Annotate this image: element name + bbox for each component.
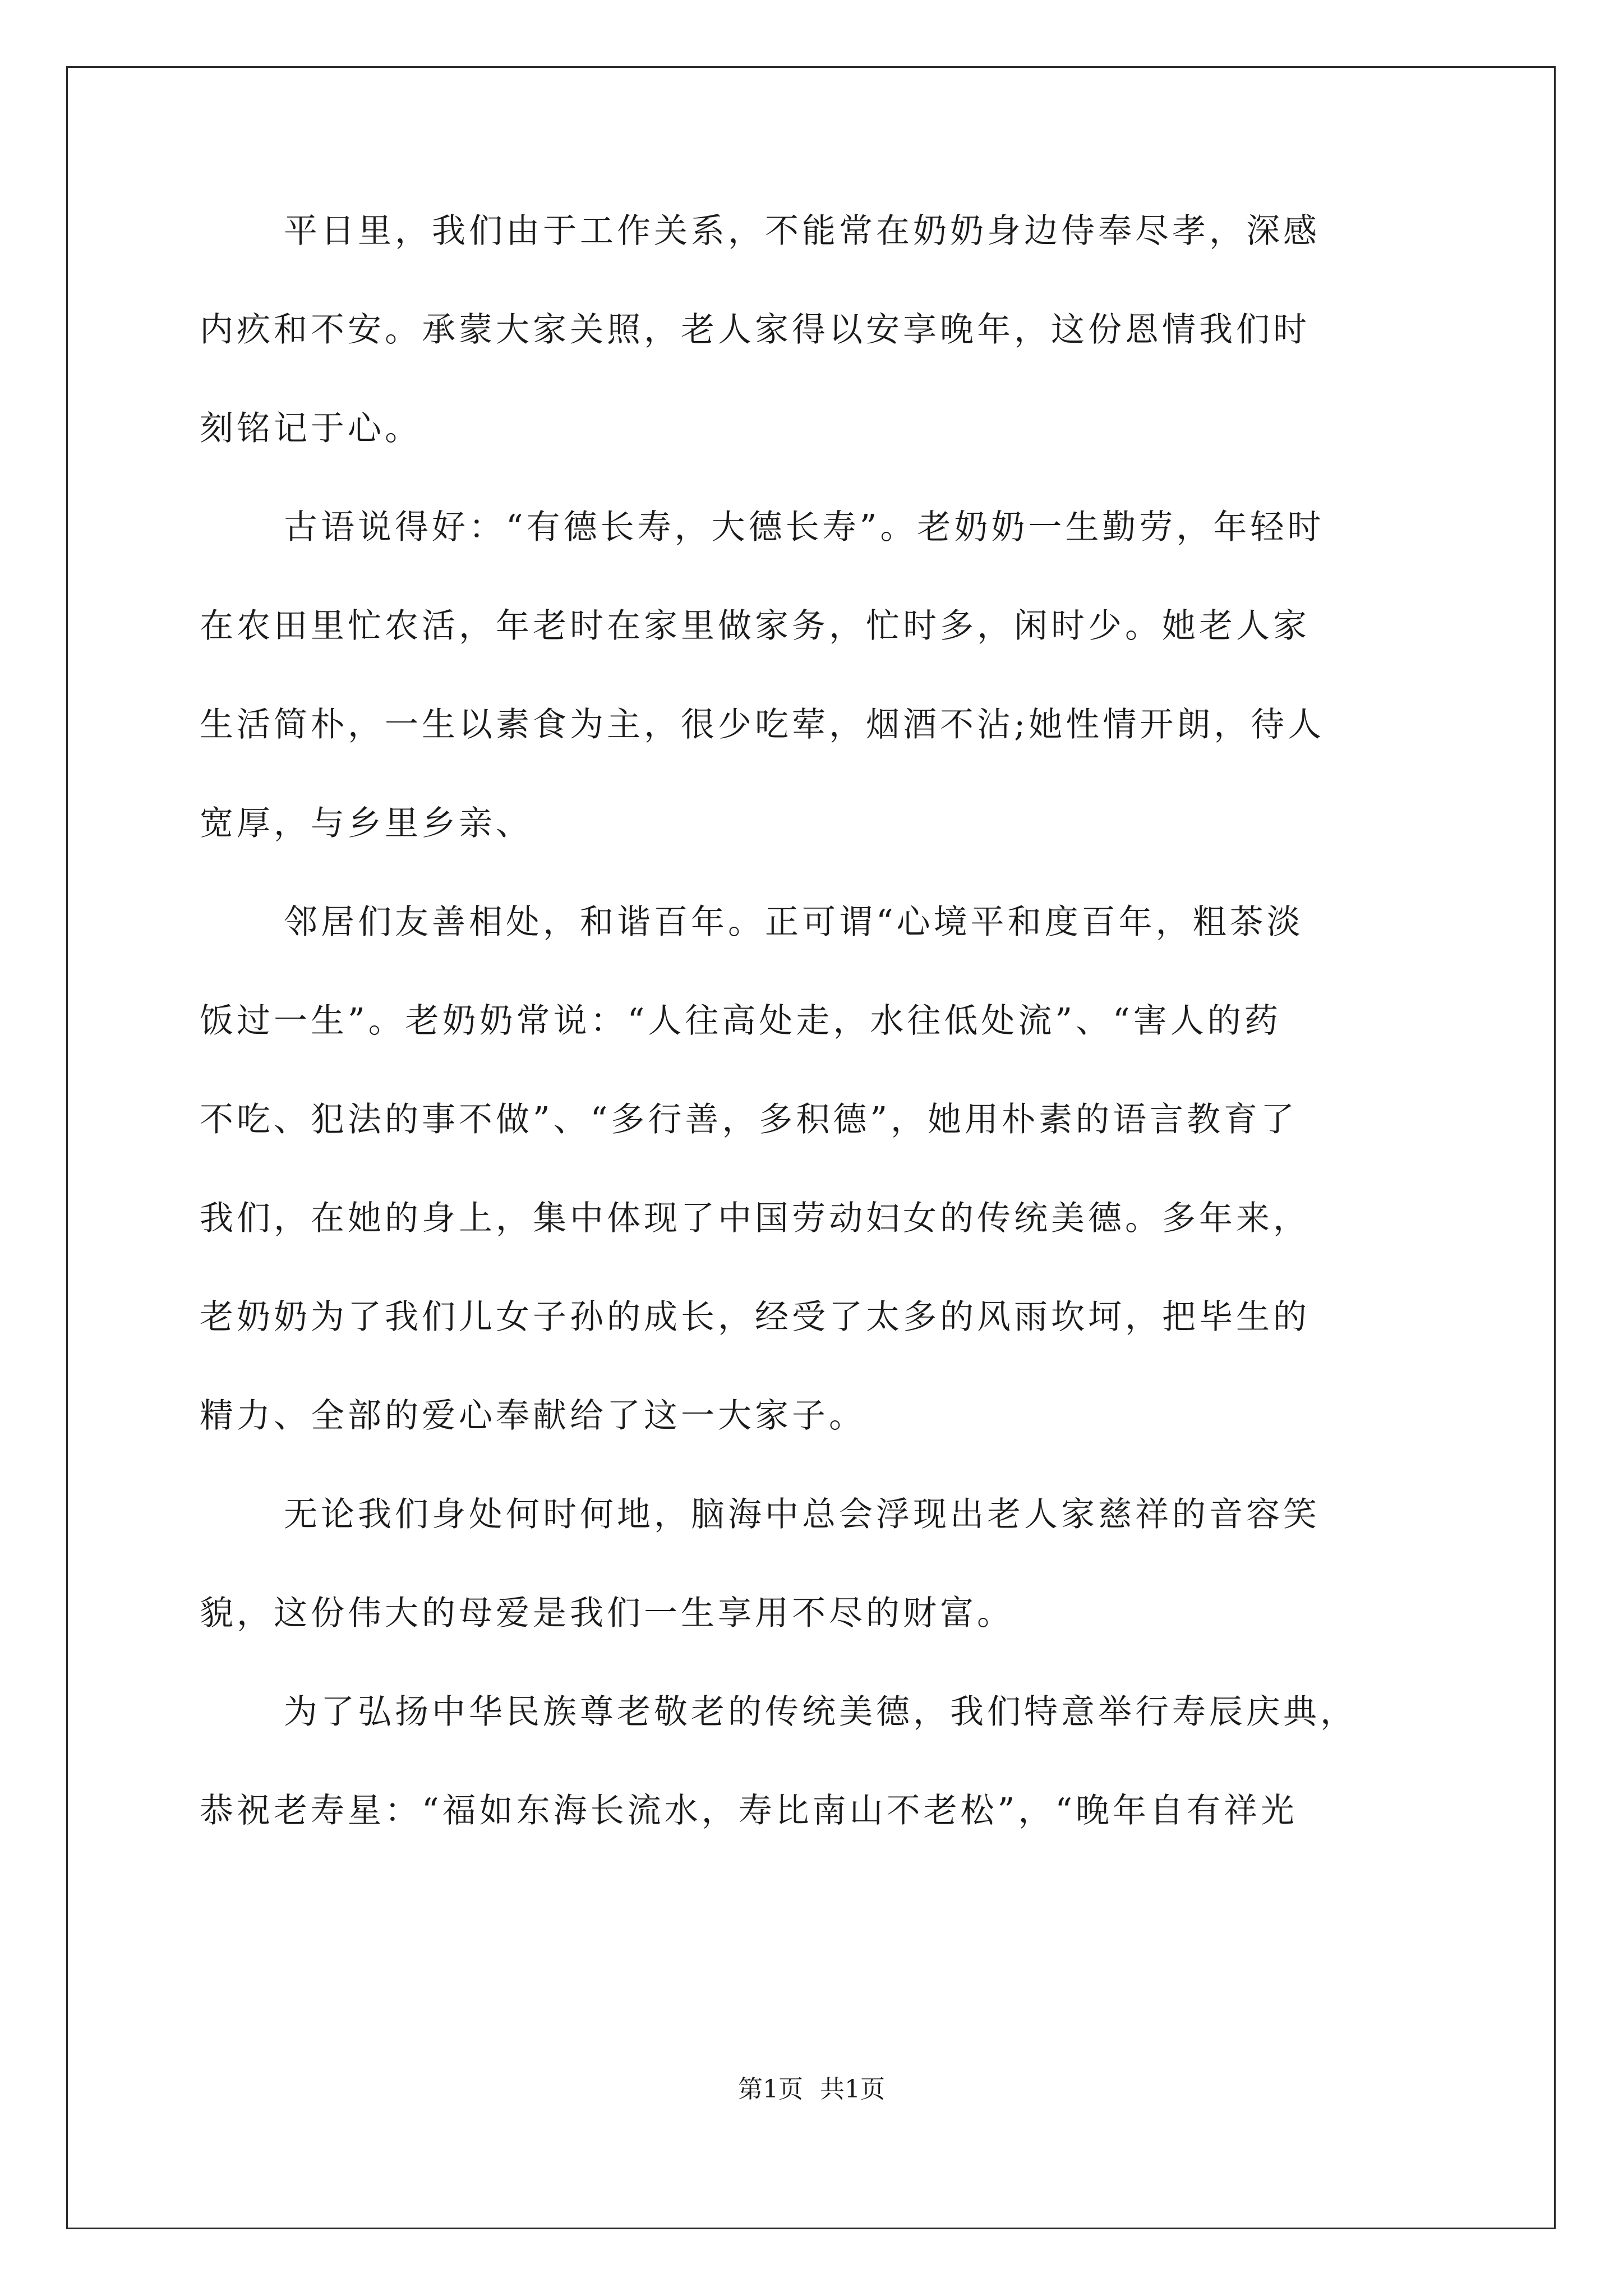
paragraph-3-line-2: 饭过一生”。老奶奶常说：“人往高处走，水往低处流”、“害人的药 <box>200 1001 1281 1041</box>
page-footer <box>0 2076 1623 2104</box>
page-number-total: 共1页 <box>820 2075 885 2104</box>
document-body <box>200 213 1433 1892</box>
paragraph-1-line-2: 内疚和不安。承蒙大家关照，老人家得以安享晚年，这份恩情我们时 <box>200 310 1310 349</box>
paragraph-5-line-1: 为了弘扬中华民族尊老敬老的传统美德，我们特意举行寿辰庆典， <box>284 1692 1357 1732</box>
paragraph-2-line-4: 宽厚，与乡里乡亲、 <box>200 804 533 843</box>
paragraph-1-line-3: 刻铭记于心。 <box>200 409 422 448</box>
paragraph-3-line-1: 邻居们友善相处，和谐百年。正可谓“心境平和度百年，粗茶淡 <box>284 903 1304 942</box>
paragraph-2-line-2: 在农田里忙农活，年老时在家里做家务，忙时多，闲时少。她老人家 <box>200 606 1310 646</box>
paragraph-2-line-3: 生活简朴，一生以素食为主，很少吃荤，烟酒不沾;她性情开朗，待人 <box>200 705 1325 744</box>
paragraph-4-line-1: 无论我们身处何时何地，脑海中总会浮现出老人家慈祥的音容笑 <box>284 1495 1320 1534</box>
paragraph-3-line-4: 我们，在她的身上，集中体现了中国劳动妇女的传统美德。多年来， <box>200 1199 1310 1238</box>
paragraph-1-line-1: 平日里，我们由于工作关系，不能常在奶奶身边侍奉尽孝，深感 <box>284 211 1320 251</box>
paragraph-3-line-3: 不吃、犯法的事不做”、“多行善，多积德”，她用朴素的语言教育了 <box>200 1100 1298 1139</box>
paragraph-5-line-2: 恭祝老寿星：“福如东海长流水，寿比南山不老松”，“晚年自有祥光 <box>200 1791 1298 1830</box>
page-number-current: 第1页 <box>738 2075 803 2104</box>
paragraph-3-line-6: 精力、全部的爱心奉献给了这一大家子。 <box>200 1396 866 1435</box>
paragraph-4-line-2: 貌，这份伟大的母爱是我们一生享用不尽的财富。 <box>200 1594 1014 1633</box>
paragraph-3-line-5: 老奶奶为了我们儿女子孙的成长，经受了太多的风雨坎坷，把毕生的 <box>200 1297 1310 1337</box>
paragraph-2-line-1: 古语说得好：“有德长寿，大德长寿”。老奶奶一生勤劳，年轻时 <box>284 508 1325 547</box>
